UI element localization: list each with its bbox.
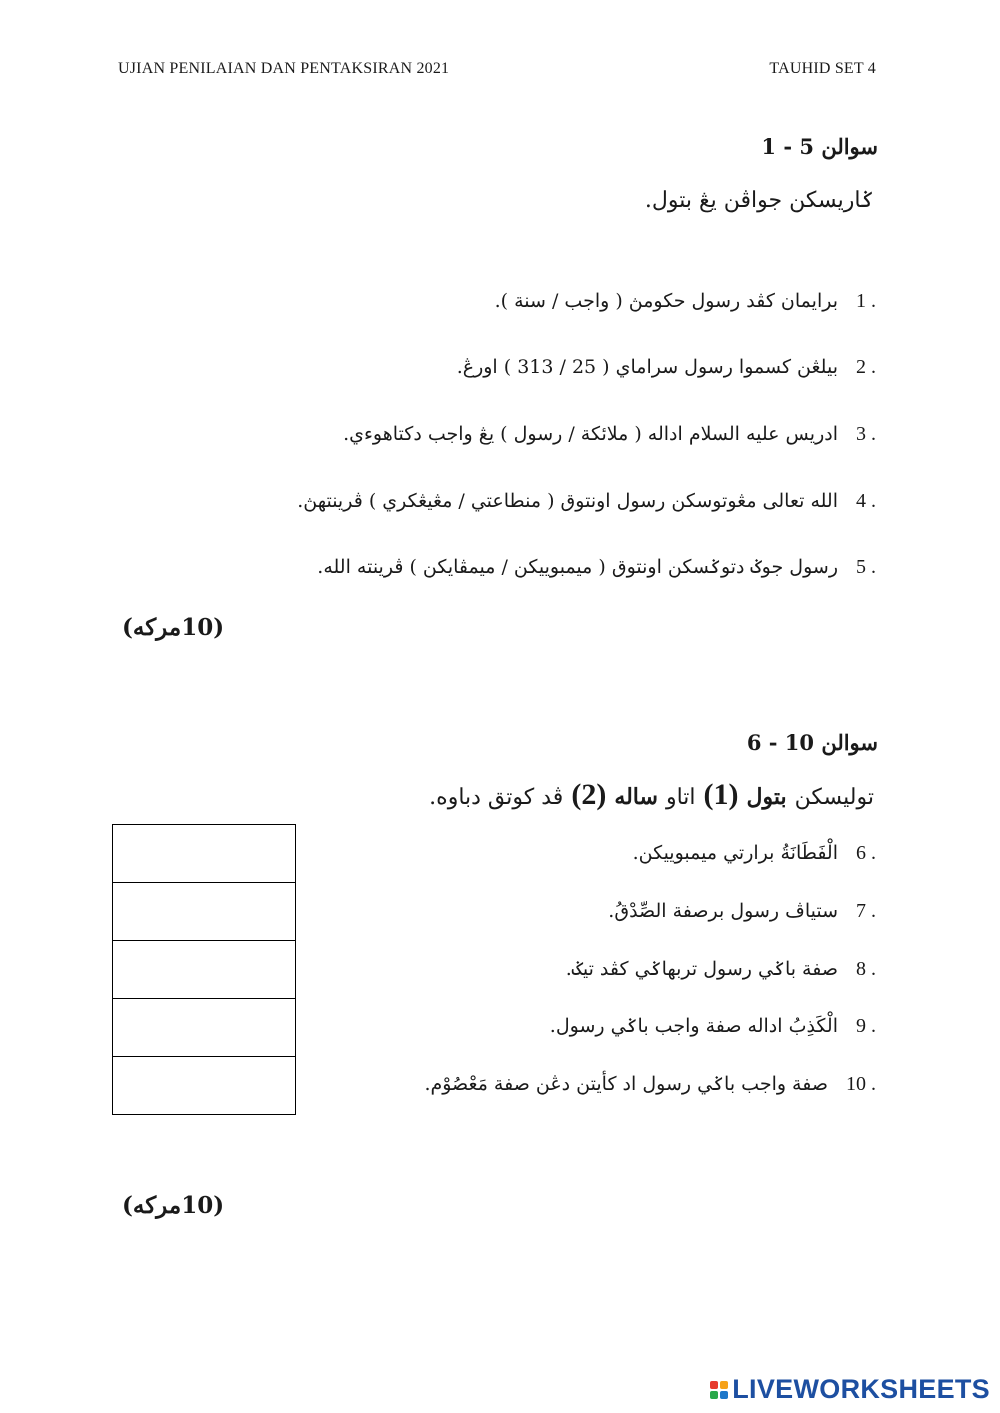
header-left: UJIAN PENILAIAN DAN PENTAKSIRAN 2021: [118, 60, 450, 77]
question-text: ادريس عليه السلام اداله ( ملائکة / رسول ) يڠ واجب دکتاهوءي.: [343, 423, 838, 445]
question-1: [495, 290, 876, 313]
answer-box-7[interactable]: [113, 883, 295, 941]
answer-box-8[interactable]: [113, 941, 295, 999]
question-8: [566, 958, 876, 981]
instruction-part2: ڤد کوتق دباوه.: [429, 785, 564, 810]
question-text: صفة باݢي رسول تربهاݢي کڤد تيݢ.: [565, 958, 838, 980]
instruction-part1: توليسکن: [794, 785, 874, 810]
section1-title: سوالن 5 - 1: [761, 134, 878, 159]
question-number: 4 .: [856, 490, 876, 512]
question-number: 9 .: [856, 1015, 876, 1037]
answer-box-9[interactable]: [113, 999, 295, 1057]
question-4: [297, 490, 876, 513]
question-text: بيلڠن کسموا رسول سراماي ( 25 / 313 ) اورڠ.: [456, 356, 838, 378]
section1-instruction: ݢاريسکن جواڤن يڠ بتول.: [644, 188, 874, 213]
header-right: TAUHID SET 4: [769, 60, 876, 77]
logo-text: LIVEWORKSHEETS: [732, 1374, 990, 1404]
question-2: [457, 356, 876, 379]
word-true: بتول: [746, 784, 787, 810]
logo-mark-icon: [710, 1381, 728, 1399]
question-6: [633, 842, 876, 865]
question-5: [317, 556, 876, 579]
question-number: 2 .: [856, 356, 876, 378]
instruction-or: اتاو: [665, 785, 696, 810]
question-text: الْفَطَانَةُ برارتي ميمبوييکن.: [632, 842, 838, 864]
liveworksheets-logo: [710, 1374, 990, 1405]
question-number: 6 .: [856, 842, 876, 864]
question-number: 3 .: [856, 423, 876, 445]
question-text: رسول جوݢ دتوݢسکن اونتوق ( ميمبوييکن / ميمڤايکن ) ڤرينته الله.: [317, 556, 838, 578]
answer-box-10[interactable]: [113, 1057, 295, 1114]
word-false: ساله: [614, 784, 658, 810]
question-number: 8 .: [856, 958, 876, 980]
number-true: (1): [703, 778, 739, 811]
question-number: 10 .: [846, 1073, 876, 1095]
question-number: 5 .: [856, 556, 876, 578]
question-7: [608, 900, 876, 923]
section2-title: سوالن 10 - 6: [746, 730, 878, 755]
question-10: [424, 1073, 876, 1096]
question-3: [343, 423, 876, 446]
question-text: ستياڤ رسول برصفة الصِّدْقُ.: [608, 900, 838, 922]
section1-marks: (10مرکه): [122, 614, 225, 641]
question-text: صفة واجب باݢي رسول اد کأيتن دڠن صفة مَعْصُوْم.: [424, 1073, 828, 1095]
answer-boxes: [112, 824, 296, 1115]
number-false: (2): [571, 778, 607, 811]
answer-box-6[interactable]: [113, 825, 295, 883]
question-text: الْكَذِبُ اداله صفة واجب باݢي رسول.: [549, 1015, 838, 1037]
question-text: برايمان کڤد رسول حکومڽ ( واجب / سنة ).: [494, 290, 838, 312]
section2-marks: (10مرکه): [122, 1192, 225, 1219]
question-number: 1 .: [856, 290, 876, 312]
question-9: [550, 1015, 876, 1038]
question-text: الله تعالى مڠوتوسکن رسول اونتوق ( منطاعتي / مڠيڠکري ) ڤرينتهڽ.: [297, 490, 838, 512]
section2-instruction: [429, 778, 874, 812]
question-number: 7 .: [856, 900, 876, 922]
